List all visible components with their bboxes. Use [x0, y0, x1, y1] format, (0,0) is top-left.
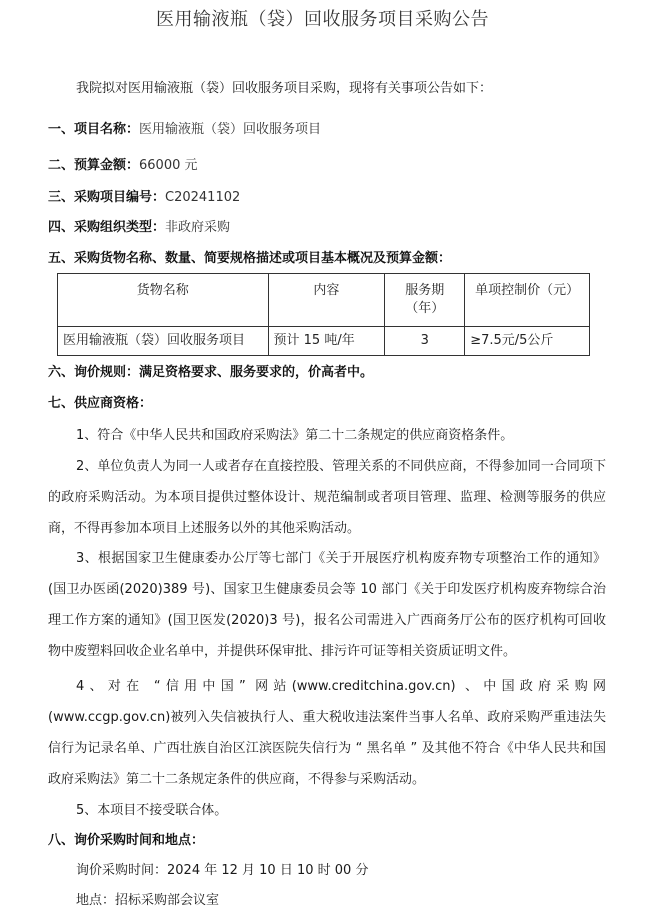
qualification-item: 2、单位负责人为同一人或者存在直接控股、管理关系的不同供应商，不得参加同一合同项下的政府采购活动。为本项目提供过整体设计、规范编制或者项目管理、监理、检测等服务的供应商，不得再参加本项目上述服务以外的其他采购活动。 [48, 459, 606, 536]
section-time-place: 八、询价采购时间和地点： [48, 833, 205, 848]
inquiry-place: 地点：招标采购部会议室 [76, 893, 220, 908]
qualification-item: 3、根据国家卫生健康委办公厅等七部门《关于开展医疗机构废弃物专项整治工作的通知》(国卫办医函(2020)389 号)、国家卫生健康委员会等 10 部门《关于印发医疗机构废弃物综合治理工作方案的通知》(国卫医发(2020)3 号)，报名公司需进入广西商务厅公布的医疗机构可回收物中废塑料回收企业名单中，并提供环保审批、排污许可证等相关资质证明文件。 [48, 551, 606, 659]
table-row [58, 327, 590, 356]
section-label: 四、采购组织类型： [48, 220, 166, 235]
budget-value: 66000 元 [139, 158, 198, 173]
section-project-number [48, 189, 240, 207]
qualification-item: 1、符合《中华人民共和国政府采购法》第二十二条规定的供应商资格条件。 [76, 428, 514, 443]
project-name-value: 医用输液瓶（袋）回收服务项目 [139, 122, 322, 137]
qualification-item: 4、对在 “信用中国” 网站(www.creditchina.gov.cn) 、中国政府采购网(www.ccgp.gov.cn)被列入失信被执行人、重大税收违法案件当事人名单、政府采购严重违法失信行为记录名单、广西壮族自治区江滨医院失信行为 “ 黑名单 ” 及其他不符合《中华人民共和国政府采购法》第二十二条规定条件的供应商，不得参与采购活动。 [48, 679, 606, 787]
section-budget [48, 157, 198, 175]
section-project-name [48, 121, 321, 139]
table-cell: ≥7.5元/5公斤 [465, 327, 590, 356]
table-cell: 医用输液瓶（袋）回收服务项目 [58, 327, 269, 356]
procurement-table [57, 273, 590, 356]
section-org-type [48, 219, 230, 237]
table-cell: 3 [385, 327, 465, 356]
table-cell: 预计 15 吨/年 [268, 327, 385, 356]
section-pricing-rule: 六、询价规则：满足资格要求、服务要求的，价高者中。 [48, 365, 374, 380]
intro-text: 我院拟对医用输液瓶（袋）回收服务项目采购，现将有关事项公告如下： [76, 81, 493, 96]
section-label: 三、采购项目编号： [48, 190, 166, 205]
section-label: 二、预算金额： [48, 158, 140, 173]
inquiry-time: 询价采购时间：2024 年 12 月 10 日 10 时 00 分 [76, 863, 369, 878]
table-header-cell: 货物名称 [58, 274, 269, 327]
table-header-row [58, 274, 590, 327]
section-label: 一、项目名称： [48, 122, 140, 137]
org-type-value: 非政府采购 [165, 220, 231, 235]
project-number-value: C20241102 [165, 190, 241, 205]
section-supplier-qualifications: 七、供应商资格： [48, 396, 153, 411]
qualification-item: 5、本项目不接受联合体。 [76, 803, 228, 818]
table-header-cell: 服务期（年） [385, 274, 465, 327]
table-header-cell: 单项控制价（元） [465, 274, 590, 327]
section-goods-description: 五、采购货物名称、数量、简要规格描述或项目基本概况及预算金额： [48, 251, 452, 266]
table-header-cell: 内容 [268, 274, 385, 327]
page-title: 医用输液瓶（袋）回收服务项目采购公告 [156, 9, 489, 30]
